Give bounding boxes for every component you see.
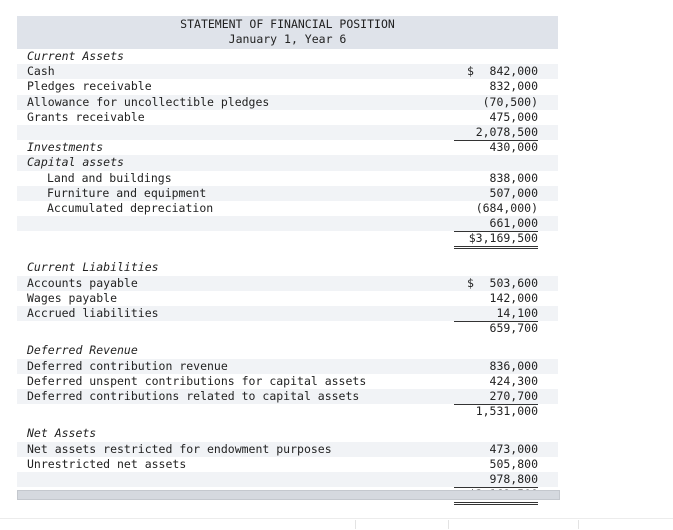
section-heading: Current Assets [27,49,124,63]
row-label: Allowance for uncollectible pledges [27,94,270,109]
statement-row [17,404,558,419]
row-amount: $3,169,500 [454,231,538,249]
row-amount: 503,600 [489,275,538,290]
spacer-row [17,246,558,260]
horizontal-scrollbar[interactable] [17,490,560,500]
spacer-row [17,419,558,426]
statement-row [17,95,558,110]
section-heading: Capital assets [27,155,124,170]
sheet-tab-bar [0,518,673,530]
row-amount: 270,700 [454,389,538,405]
row-label: Furniture and equipment [47,185,207,200]
row-amount: 1,531,000 [475,404,538,419]
financial-statement-table [17,16,558,502]
statement-row [17,260,558,275]
row-amount: 142,000 [489,290,538,305]
statement-header [17,16,558,49]
row-label: Accrued liabilities [27,306,159,320]
row-label: Unrestricted net assets [27,456,187,471]
row-amount: 507,000 [489,185,538,200]
statement-row [17,374,558,389]
row-label: Deferred contribution revenue [27,358,228,373]
row-label: Grants receivable [27,109,145,124]
tab-divider [355,520,356,529]
spacer-row [17,336,558,343]
dollar-sign: $ [467,64,474,79]
row-amount: (70,500) [482,94,538,109]
row-amount: 978,800 [454,472,538,488]
row-amount: 661,000 [454,216,538,232]
statement-date: January 1, Year 6 [228,32,347,46]
row-amount: 473,000 [489,441,538,456]
row-label: Accounts payable [27,275,138,290]
statement-row [17,140,558,155]
statement-row [17,457,558,472]
row-label: Wages payable [27,290,118,305]
statement-title: STATEMENT OF FINANCIAL POSITION [180,17,395,31]
statement-row [17,442,558,457]
statement-row [17,306,558,321]
statement-row [17,389,558,404]
row-label: Net assets restricted for endowment purposes [27,441,332,456]
statement-row [17,359,558,374]
statement-row [17,79,558,94]
row-amount: 430,000 [489,140,538,155]
section-heading: Investments [27,140,104,155]
statement-row [17,472,558,487]
statement-row [17,231,558,246]
row-amount: 14,100 [454,306,538,322]
statement-row [17,291,558,306]
statement-row [17,49,558,64]
section-heading: Net Assets [27,426,97,441]
row-amount: 842,000 [489,64,538,79]
row-amount: 2,078,500 [454,125,538,141]
row-label: Accumulated depreciation [47,200,214,215]
tab-divider [448,520,449,529]
statement-row [17,64,558,79]
statement-row [17,201,558,216]
row-label: Land and buildings [47,170,172,185]
section-heading: Current Liabilities [27,260,159,275]
row-amount: 836,000 [489,358,538,373]
statement-row [17,216,558,231]
statement-row [17,343,558,358]
statement-row [17,110,558,125]
row-amount: 505,800 [454,457,538,473]
row-amount: 659,700 [489,321,538,336]
statement-row [17,171,558,186]
statement-row [17,276,558,291]
row-amount: 475,000 [454,110,538,126]
statement-rows [17,49,558,502]
tab-divider [578,520,579,529]
row-amount: 832,000 [489,79,538,94]
row-label: Deferred contributions related to capital assets [27,388,360,403]
row-amount: 424,300 [489,373,538,388]
statement-row [17,186,558,201]
row-label: Cash [27,64,55,79]
row-label: Deferred unspent contributions for capital assets [27,373,367,388]
row-amount: (684,000) [454,201,538,217]
dollar-sign: $ [467,275,474,290]
statement-row [17,125,558,140]
row-label: Pledges receivable [27,79,152,94]
section-heading: Deferred Revenue [27,343,138,358]
statement-row [17,155,558,170]
row-amount: 838,000 [489,170,538,185]
statement-row [17,321,558,336]
statement-row [17,426,558,441]
